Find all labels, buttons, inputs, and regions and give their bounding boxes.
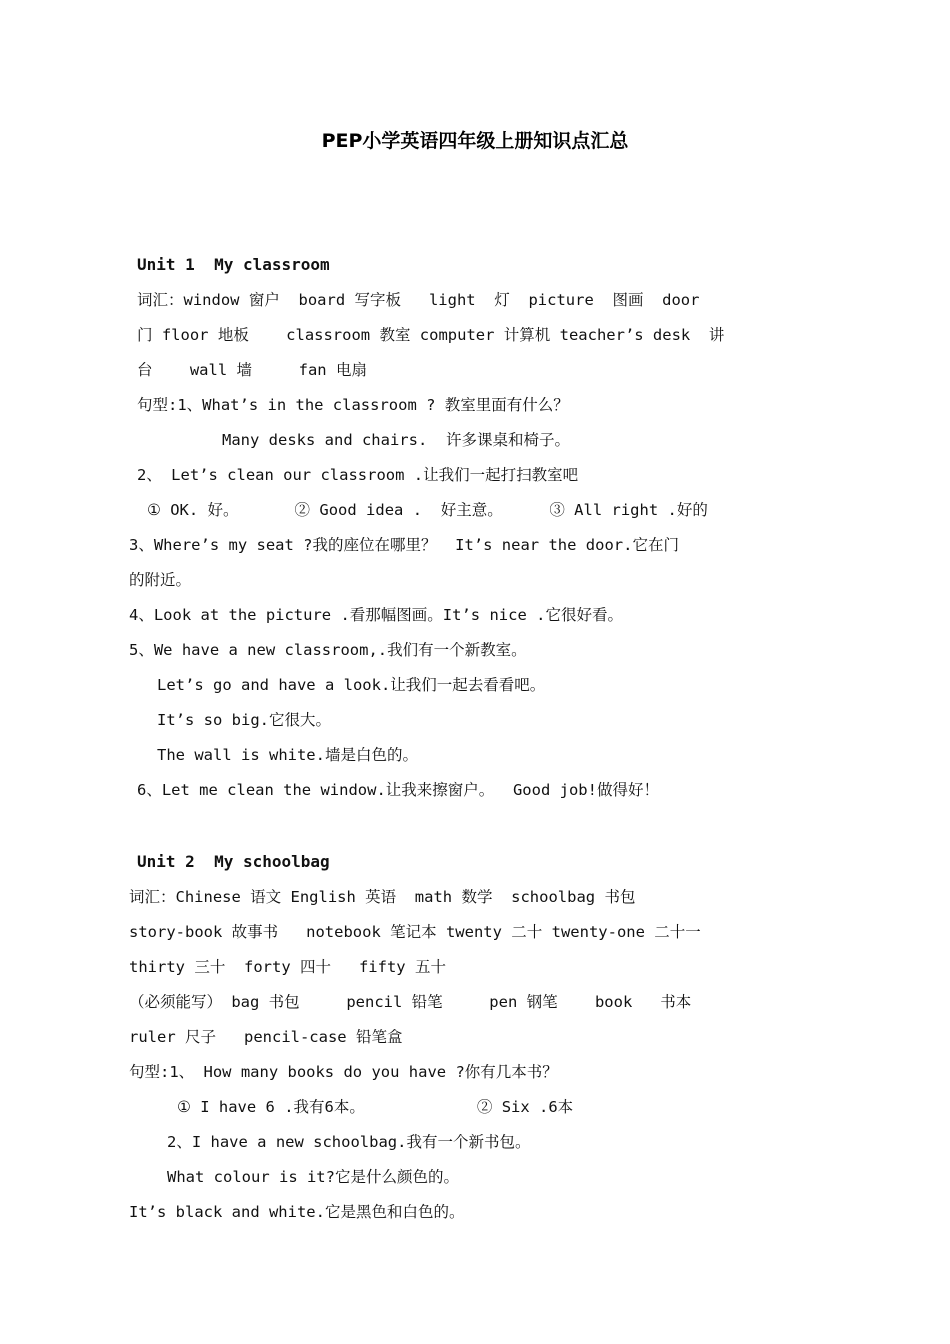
unit2-sentence-line: ① I have 6 .我有6本。 ② Six .6本 xyxy=(177,1098,574,1116)
unit1-sentence-line: 6、Let me clean the window.让我来擦窗户。 Good job!做得好！ xyxy=(137,781,659,799)
unit1-sentence-line: It’s so big.它很大。 xyxy=(157,711,331,729)
unit1-sentence-line: Many desks and chairs. 许多课桌和椅子。 xyxy=(222,431,570,449)
unit2-vocab-line: thirty 三十 forty 四十 fifty 五十 xyxy=(129,958,446,976)
unit2-sentence-line: 2、I have a new schoolbag.我有一个新书包。 xyxy=(167,1133,531,1151)
unit2-sentence-line: What colour is it?它是什么颜色的。 xyxy=(167,1168,459,1186)
unit1-sentence-line: 2、 Let’s clean our classroom .让我们一起打扫教室吧 xyxy=(137,466,579,484)
unit1-heading: Unit 1 My classroom xyxy=(137,255,330,274)
unit1-vocab-line: 台 wall 墙 fan 电扇 xyxy=(137,361,367,379)
unit1-sentence-line: 4、Look at the picture .看那幅图画。It’s nice .它很好看。 xyxy=(129,606,623,624)
document-title: PEP小学英语四年级上册知识点汇总 xyxy=(321,130,629,152)
unit1-sentence-line: 5、We have a new classroom,.我们有一个新教室。 xyxy=(129,641,527,659)
unit2-heading: Unit 2 My schoolbag xyxy=(137,852,330,871)
unit1-sentence-line: ① OK. 好。 ② Good idea . 好主意。 ③ All right .好的 xyxy=(147,501,708,519)
unit2-sentence-line: It’s black and white.它是黑色和白色的。 xyxy=(129,1203,465,1221)
unit1-sentence-line: 3、Where’s my seat ?我的座位在哪里？ It’s near the door.它在门 xyxy=(129,536,679,554)
unit2-vocab-line: story-book 故事书 notebook 笔记本 twenty 二十 twenty-one 二十一 xyxy=(129,923,701,941)
unit1-vocab-line: 门 floor 地板 classroom 教室 computer 计算机 teacher’s desk 讲 xyxy=(137,326,725,344)
unit2-sentence-line: 句型:1、 How many books do you have ?你有几本书？ xyxy=(129,1063,558,1081)
unit2-vocab-line: （必须能写） bag 书包 pencil 铅笔 pen 钢笔 book 书本 xyxy=(129,993,692,1011)
unit1-sentence-line: 的附近。 xyxy=(129,571,192,589)
unit2-vocab-line: ruler 尺子 pencil-case 铅笔盒 xyxy=(129,1028,403,1046)
unit2-vocab-line: 词汇：Chinese 语文 English 英语 math 数学 schoolbag 书包 xyxy=(129,888,636,906)
unit1-vocab-line: 词汇：window 窗户 board 写字板 light 灯 picture 图画 door xyxy=(137,291,700,309)
unit1-sentence-line: 句型:1、What’s in the classroom ? 教室里面有什么？ xyxy=(137,396,569,414)
unit1-sentence-line: The wall is white.墙是白色的。 xyxy=(157,746,418,764)
unit1-sentence-line: Let’s go and have a look.让我们一起去看看吧。 xyxy=(157,676,546,694)
